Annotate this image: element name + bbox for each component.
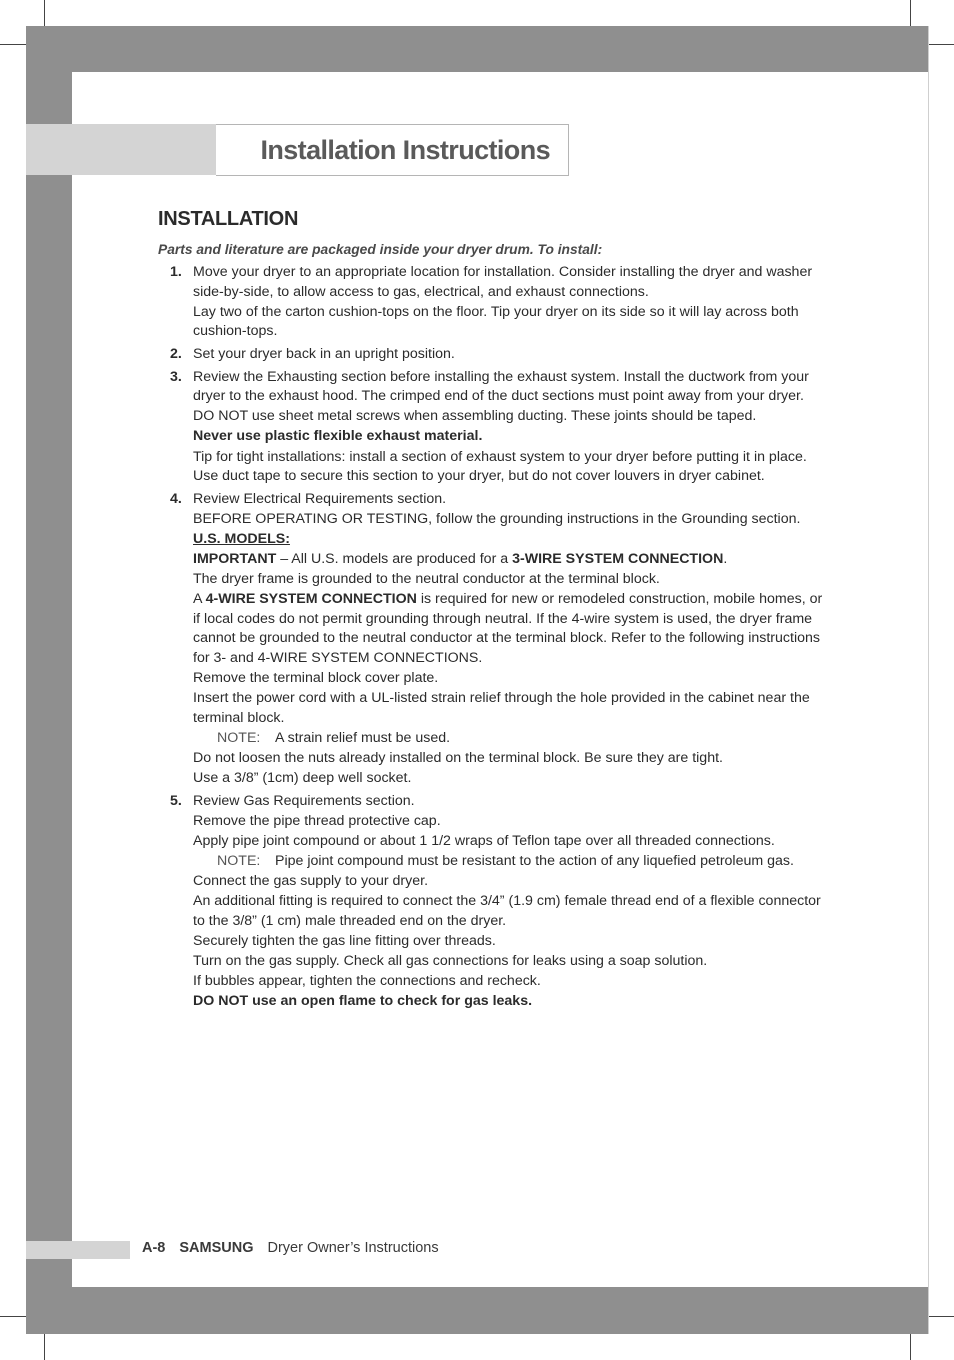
step-text: Do not loosen the nuts already installed on the terminal block. Be sure they are tight. <box>193 749 723 766</box>
step-text: Move your dryer to an appropriate location for installation. Consider installing the dryer and washer side-by-side, to allow access to gas, electrical, and exhaust connections. <box>193 264 813 300</box>
note-label: NOTE: <box>217 852 261 869</box>
step-text: Set your dryer back in an upright position. <box>193 346 455 363</box>
page-footer <box>142 1240 439 1256</box>
page-frame-right <box>928 26 929 1334</box>
step-text: Insert the power cord with a UL-listed strain relief through the hole provided in the cabinet near the terminal block. <box>193 690 810 726</box>
header-band <box>26 124 217 175</box>
four-wire-text: is required for new or remodeled construction, mobile homes, or if local codes do not permit grounding through neutral. If the 4-wire system is used, the dryer frame cannot be grounded to the neutral conductor at the terminal block. Refer to the following instructions for 3- and 4-WIRE SYSTEM CONNECTIONS. <box>193 591 823 666</box>
important-paragraph <box>193 550 826 570</box>
step-text: Turn on the gas supply. Check all gas connections for leaks using a soap solution. <box>193 952 708 969</box>
step-list <box>158 263 826 1011</box>
section-intro: Parts and literature are packaged inside your dryer drum. To install: <box>158 241 603 257</box>
step-2 <box>158 345 826 365</box>
step-3 <box>158 368 826 487</box>
step-text: Remove the pipe thread protective cap. <box>193 812 441 829</box>
step-text: Use a 3/8” (1cm) deep well socket. <box>193 770 412 787</box>
step-4 <box>158 490 826 789</box>
step-text: BEFORE OPERATING OR TESTING, follow the grounding instructions in the Grounding section. <box>193 510 801 527</box>
step-text: DO NOT use sheet metal screws when assembling ducting. These joints should be taped. <box>193 408 757 425</box>
warning-text: Never use plastic flexible exhaust material. <box>193 428 483 445</box>
period: . <box>723 551 728 567</box>
document-title: Dryer Owner’s Instructions <box>267 1240 439 1256</box>
note-text: Pipe joint compound must be resistant to the action of any liquefied petroleum gas. <box>275 852 794 869</box>
important-text: – All U.S. models are produced for a <box>276 551 513 567</box>
step-text: If bubbles appear, tighten the connections and recheck. <box>193 972 541 989</box>
crop-mark <box>0 44 26 45</box>
step-text: Lay two of the carton cushion-tops on the floor. Tip your dryer on its side so it will lay across both cushion-tops. <box>193 303 799 340</box>
step-number: 3. <box>170 368 182 385</box>
step-number: 1. <box>170 264 182 281</box>
crop-mark <box>0 1316 26 1317</box>
page-frame-bottom <box>26 1287 929 1334</box>
section-title: INSTALLATION <box>158 208 299 230</box>
step-text: An additional fitting is required to connect the 3/4” (1.9 cm) female thread end of a flexible connector to the 3/8” (1 cm) male threaded end on the dryer. <box>193 893 821 929</box>
brand-name: SAMSUNG <box>179 1240 254 1256</box>
note <box>193 852 826 872</box>
warning-text: DO NOT use an open flame to check for gas leaks. <box>193 993 533 1010</box>
header-box <box>216 124 569 176</box>
step-1 <box>158 263 826 342</box>
step-text: Apply pipe joint compound or about 1 1/2 wraps of Teflon tape over all threaded connections. <box>193 832 775 849</box>
important-label: IMPORTANT <box>193 551 277 567</box>
crop-mark <box>929 1316 954 1317</box>
step-number: 5. <box>170 792 182 809</box>
step-text: Review the Exhausting section before installing the exhaust system. Install the ductwork from your dryer to the exhaust hood. The crimped end of the duct sections must point away from your dryer. <box>193 368 809 405</box>
step-text: Review Gas Requirements section. <box>193 792 415 809</box>
page-frame-left <box>26 26 72 1334</box>
step-text: Review Electrical Requirements section. <box>193 490 447 507</box>
four-wire-label: 4-WIRE SYSTEM CONNECTION <box>205 591 417 608</box>
page-frame-top <box>26 26 929 72</box>
four-wire-prefix: A <box>193 591 206 608</box>
step-text: Remove the terminal block cover plate. <box>193 670 439 687</box>
page-title: Installation Instructions <box>260 135 550 165</box>
footer-band <box>26 1241 130 1259</box>
step-text: Connect the gas supply to your dryer. <box>193 873 429 889</box>
note-label: NOTE: <box>217 729 261 746</box>
three-wire-label: 3-WIRE SYSTEM CONNECTION <box>512 551 724 567</box>
step-5 <box>158 792 826 1012</box>
us-models-heading: U.S. MODELS: <box>193 530 290 547</box>
four-wire-paragraph <box>193 590 826 668</box>
page-number: A-8 <box>142 1240 166 1256</box>
step-text: The dryer frame is grounded to the neutral conductor at the terminal block. <box>193 571 660 588</box>
crop-mark <box>929 44 954 45</box>
step-number: 2. <box>170 346 182 363</box>
note <box>193 729 826 749</box>
main-content <box>158 210 826 1015</box>
tip-text: Tip for tight installations: install a section of exhaust system to your dryer before putting it in place. Use duct tape to secure this section to your dryer, but do not cover louvers in dryer cabinet. <box>193 448 807 485</box>
step-text: Securely tighten the gas line fitting over threads. <box>193 932 496 949</box>
step-number: 4. <box>170 490 182 507</box>
note-text: A strain relief must be used. <box>275 729 451 746</box>
